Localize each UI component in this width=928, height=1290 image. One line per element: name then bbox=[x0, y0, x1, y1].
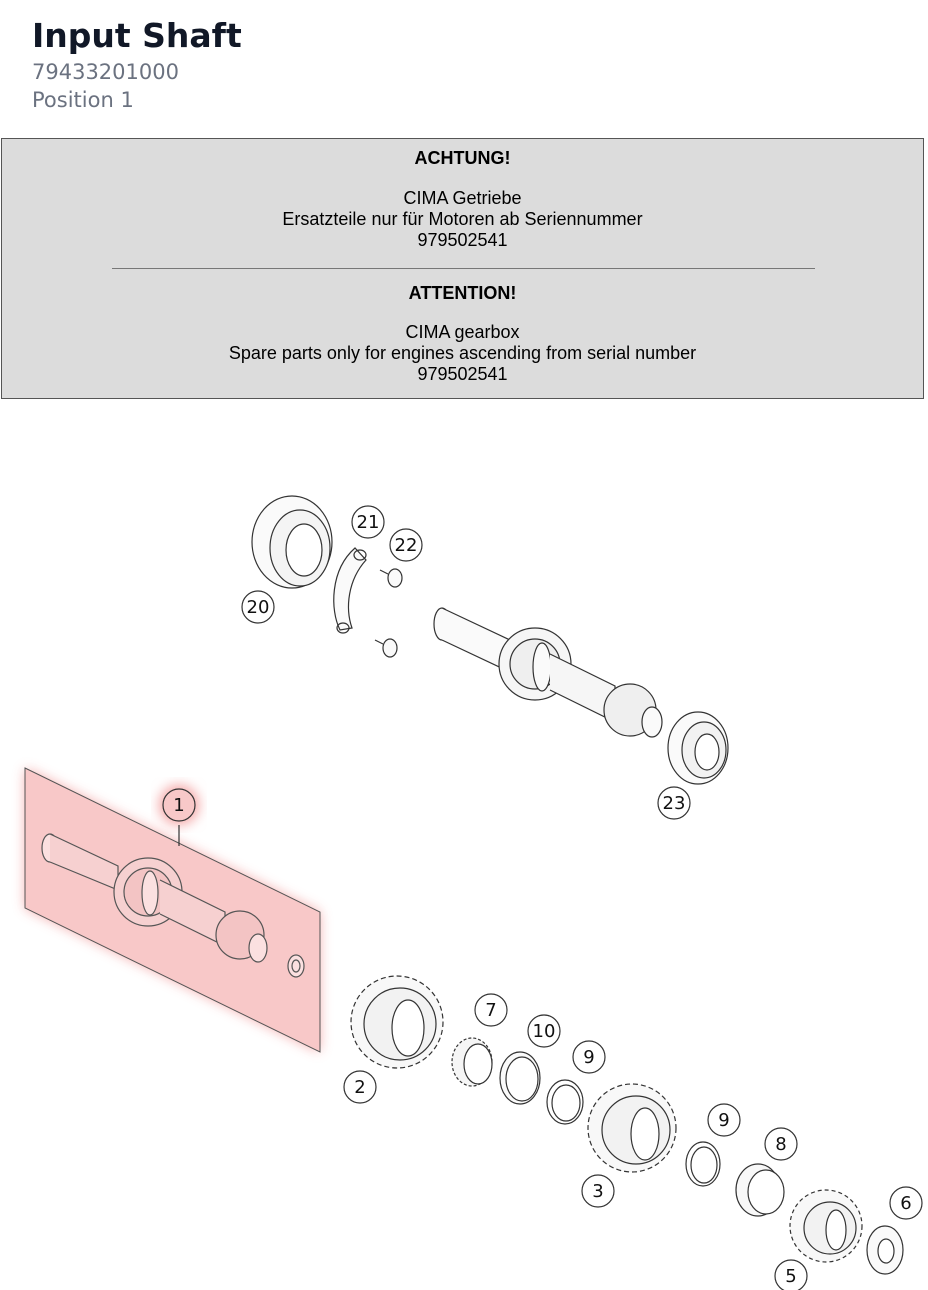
callout-5[interactable] bbox=[775, 1260, 807, 1290]
notice-line-de-2: Ersatzteile nur für Motoren ab Seriennummer bbox=[282, 209, 643, 229]
callout-22[interactable] bbox=[390, 529, 422, 561]
circlip-icon bbox=[547, 1080, 583, 1124]
callout-23[interactable] bbox=[658, 787, 690, 819]
svg-text:5: 5 bbox=[785, 1266, 797, 1287]
exploded-parts-diagram bbox=[0, 400, 928, 1290]
svg-text:8: 8 bbox=[775, 1134, 787, 1155]
svg-text:6: 6 bbox=[900, 1193, 912, 1214]
callout-1[interactable] bbox=[163, 789, 195, 821]
svg-text:10: 10 bbox=[532, 1021, 556, 1042]
svg-text:23: 23 bbox=[662, 793, 686, 814]
part-number: 79433201000 bbox=[32, 60, 179, 84]
callout-6[interactable] bbox=[890, 1187, 922, 1219]
notice-heading-en: ATTENTION! bbox=[408, 283, 517, 303]
notice-heading-de: ACHTUNG! bbox=[414, 148, 511, 168]
position-label: Position 1 bbox=[32, 88, 134, 112]
bracket-icon bbox=[334, 548, 366, 633]
gear-icon bbox=[588, 1084, 676, 1172]
washer-icon bbox=[867, 1226, 903, 1274]
svg-text:20: 20 bbox=[246, 597, 270, 618]
needle-bearing-icon bbox=[452, 1038, 492, 1086]
notice-line-en-1: CIMA gearbox bbox=[405, 322, 520, 342]
circlip-icon bbox=[686, 1142, 720, 1186]
svg-text:7: 7 bbox=[485, 1000, 497, 1021]
callout-21[interactable] bbox=[352, 506, 384, 538]
callout-3[interactable] bbox=[582, 1175, 614, 1207]
svg-text:9: 9 bbox=[583, 1047, 595, 1068]
shaft-assembly-icon bbox=[434, 608, 662, 737]
callout-7[interactable] bbox=[475, 994, 507, 1026]
notice-line-de-1: CIMA Getriebe bbox=[403, 188, 522, 208]
notice-divider bbox=[112, 268, 815, 269]
svg-text:1: 1 bbox=[173, 795, 185, 816]
callout-8[interactable] bbox=[765, 1128, 797, 1160]
callout-10[interactable] bbox=[528, 1015, 560, 1047]
bearing-icon bbox=[668, 712, 728, 784]
header bbox=[32, 14, 242, 114]
notice-german bbox=[2, 147, 923, 251]
svg-text:3: 3 bbox=[592, 1181, 604, 1202]
washer-icon bbox=[500, 1052, 540, 1104]
callout-9[interactable] bbox=[708, 1104, 740, 1136]
notice-line-en-2: Spare parts only for engines ascending from serial number bbox=[228, 343, 697, 363]
gear-icon bbox=[790, 1190, 862, 1262]
callout-20[interactable] bbox=[242, 591, 274, 623]
svg-text:2: 2 bbox=[354, 1077, 366, 1098]
callout-2[interactable] bbox=[344, 1071, 376, 1103]
svg-text:22: 22 bbox=[394, 535, 418, 556]
notice-english bbox=[2, 282, 923, 385]
gear-icon bbox=[351, 976, 443, 1068]
notice-line-de-3: 979502541 bbox=[417, 230, 508, 250]
bushing-icon bbox=[736, 1164, 784, 1216]
page-title: Input Shaft bbox=[32, 16, 242, 55]
notice-line-en-3: 979502541 bbox=[417, 364, 508, 384]
screw-icon bbox=[375, 569, 402, 657]
callout-9[interactable] bbox=[573, 1041, 605, 1073]
bearing-icon bbox=[252, 496, 332, 588]
svg-text:21: 21 bbox=[356, 512, 380, 533]
notice-box bbox=[1, 138, 924, 399]
svg-text:9: 9 bbox=[718, 1110, 730, 1131]
